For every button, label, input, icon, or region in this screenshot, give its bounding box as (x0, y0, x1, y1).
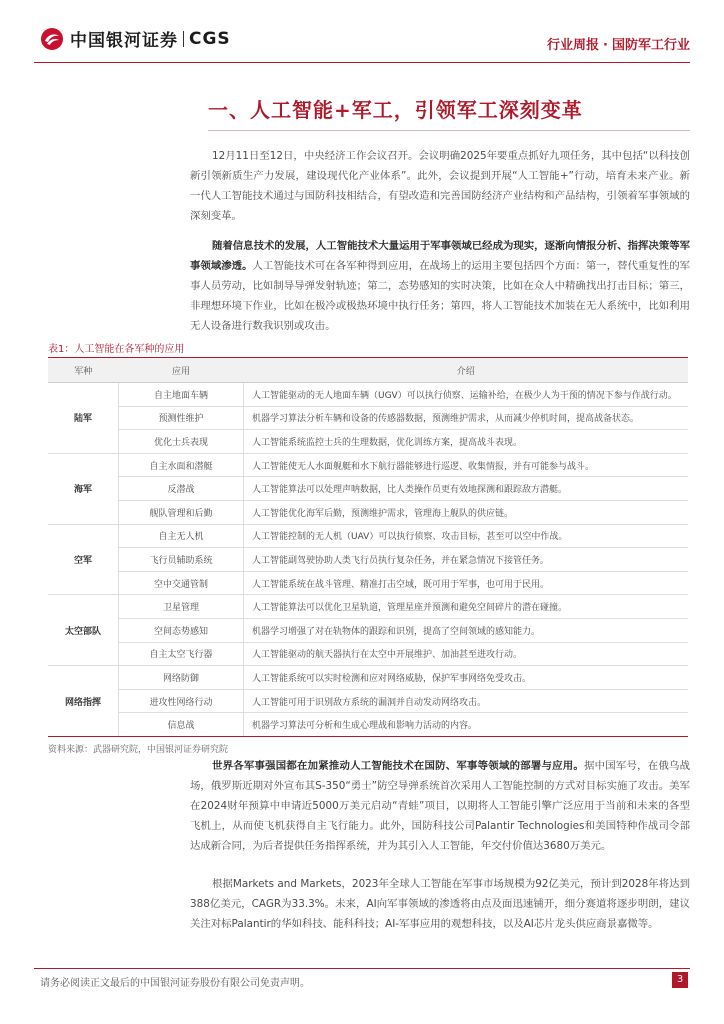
section-title-rule (208, 130, 690, 131)
table-row (48, 383, 688, 407)
page-header (0, 0, 724, 70)
table-row (48, 477, 688, 501)
description-cell: 机器学习算法分析车辆和设备的传感器数据，预测维护需求，从而减少停机时间，提高战备状态。 (244, 406, 689, 430)
table-source: 资料来源：武器研究院，中国银河证券研究院 (48, 745, 229, 755)
application-cell: 飞行员辅助系统 (119, 548, 244, 572)
company-logo (40, 26, 231, 51)
description-cell: 机器学习增强了对在轨物体的跟踪和识别，提高了空间领域的感知能力。 (244, 618, 689, 642)
footer-disclaimer: 请务必阅读正文最后的中国银河证券股份有限公司免责声明。 (40, 978, 310, 989)
application-cell: 网络防御 (119, 666, 244, 690)
military-ai-table (48, 357, 688, 737)
industry-name: 国防军工行业 (611, 38, 690, 53)
paragraph-4 (190, 874, 690, 934)
paragraph-1-text: 12月11日至12日，中央经济工作会议召开。会议明确2025年要重点抓好九项任务，其中包括“以科技创新引领新质生产力发展，建设现代化产业体系”。此外，会议提到开展“人工智能+”行动，培育未来产业。新一代人工智能技术通过与国防科技相结合，有望改造和完善国防经济产业结构和产品结构，引领着军事领域的深刻变革。 (190, 150, 690, 222)
table-row (48, 571, 688, 595)
paragraph-3 (190, 756, 690, 856)
table-row (48, 666, 688, 690)
table-row (48, 548, 688, 572)
description-cell: 人工智能副驾驶协助人类飞行员执行复杂任务，并在紧急情况下接管任务。 (244, 548, 689, 572)
category-space-force: 太空部队 (48, 595, 119, 666)
category-army: 陆军 (48, 383, 119, 454)
application-cell: 自主无人机 (119, 524, 244, 548)
table-row (48, 713, 688, 737)
paragraph-3-highlight: 世界各军事强国都在加紧推动人工智能技术在国防、军事等领域的部署与应用。 (212, 760, 584, 772)
table-row (48, 642, 688, 666)
application-cell: 反潜战 (119, 477, 244, 501)
header-application: 应用 (119, 358, 244, 383)
report-header-label (547, 34, 690, 53)
description-cell: 人工智能算法可以优化卫星轨道，管理星座并预测和避免空间碎片的潜在碰撞。 (244, 595, 689, 619)
header-description: 介绍 (244, 358, 689, 383)
description-cell: 人工智能驱动的无人地面车辆（UGV）可以执行侦察、运输补给，在极少人为干预的情况下参与作战行动。 (244, 383, 689, 407)
paragraph-1 (190, 146, 690, 226)
table-header-row (48, 358, 688, 383)
description-cell: 人工智能优化海军后勤，预测维护需求，管理海上舰队的供应链。 (244, 500, 689, 524)
footer-rule (34, 968, 690, 969)
application-cell: 空间态势感知 (119, 618, 244, 642)
application-cell: 空中交通管制 (119, 571, 244, 595)
description-cell: 人工智能系统监控士兵的生理数据，优化训练方案，提高战斗表现。 (244, 430, 689, 454)
application-cell: 自主太空飞行器 (119, 642, 244, 666)
application-cell: 预测性维护 (119, 406, 244, 430)
category-navy: 海军 (48, 453, 119, 524)
description-cell: 人工智能系统在战斗管理、精准打击空域，既可用于军事，也可用于民用。 (244, 571, 689, 595)
table-row (48, 524, 688, 548)
header-rule (34, 62, 690, 63)
table-row (48, 500, 688, 524)
table-caption: 表1：人工智能在各军种的应用 (48, 344, 185, 355)
description-cell: 人工智能算法可以处理声呐数据，比人类操作员更有效地探测和跟踪敌方潜艇。 (244, 477, 689, 501)
page-number: 3 (672, 972, 688, 988)
category-air-force: 空军 (48, 524, 119, 595)
description-cell: 机器学习算法可分析和生成心理战和影响力活动的内容。 (244, 713, 689, 737)
table-row (48, 689, 688, 713)
description-cell: 人工智能可用于识别敌方系统的漏洞并自动发动网络攻击。 (244, 689, 689, 713)
table-row (48, 453, 688, 477)
report-type: 行业周报 (547, 38, 600, 53)
paragraph-2-text (190, 236, 690, 336)
application-cell: 舰队管理和后勤 (119, 500, 244, 524)
cgs-logo-icon (40, 27, 64, 51)
header-separator: · (603, 38, 608, 53)
application-cell: 进攻性网络行动 (119, 689, 244, 713)
description-cell: 人工智能使无人水面舰艇和水下航行器能够进行巡逻、收集情报，并有可能参与战斗。 (244, 453, 689, 477)
table-row (48, 618, 688, 642)
section-title: 一、人工智能+军工，引领军工深刻变革 (208, 98, 583, 122)
paragraph-2 (190, 236, 690, 336)
header-branch: 军种 (48, 358, 119, 383)
description-cell: 人工智能系统可以实时检测和应对网络威胁，保护军事网络免受攻击。 (244, 666, 689, 690)
application-cell: 卫星管理 (119, 595, 244, 619)
table-row (48, 595, 688, 619)
paragraph-2-body: 人工智能技术可在各军种得到应用，在战场上的运用主要包括四个方面：第一，替代重复性的军事人员劳动，比如制导导弹发射轨迹；第二，态势感知的实时决策，比如在众人中精确找出打击目标；第三，非理想环境下作业，比如在极冷或极热环境中执行任务；第四，将人工智能技术加装在无人系统中，比如利用无人设备进行数我识别或攻击。 (190, 260, 691, 332)
paragraph-3-body: 据中国军号，在俄乌战场，俄罗斯近期对外宣布其S-350“勇士”防空导弹系统首次采用人工智能控制的方式对目标实施了攻击。美军在2024财年预算中申请近5000万美元启动“青蛙”项目，以期将人工智能引擎广泛应用于当前和未来的各型飞机上，从而使飞机获得自主飞行能力。此外，国防科技公司Palantir Technologies和美国特种作战司令部达成新合同，为后者提供任务指挥系统，并为其引入人工智能，年交付价值达3680万美元。 (190, 760, 691, 852)
logo-chinese-name: 中国银河证券 (70, 31, 178, 51)
table-row (48, 430, 688, 454)
paragraph-4-text: 根据Markets and Markets，2023年全球人工智能在军事市场规模为92亿美元，预计到2028年将达到388亿美元，CAGR为33.3%。未来，AI向军事领域的渗透将由点及面迅速铺开，细分赛道将逐步明朗，建议关注对标Palantir的华如科技、能科科技；AI-军事应用的观想科技，以及AI芯片龙头供应商景嘉微等。 (190, 878, 690, 930)
application-cell: 信息战 (119, 713, 244, 737)
paragraph-2-highlight: 随着信息技术的发展，人工智能技术大量运用于军事领域已经成为现实，逐渐向情报分析、指挥决策等军事领域渗透。 (190, 240, 690, 272)
category-cyber-command: 网络指挥 (48, 666, 119, 737)
application-cell: 优化士兵表现 (119, 430, 244, 454)
paragraph-3-text (190, 756, 690, 856)
logo-english-name: CGS (189, 28, 231, 49)
description-cell: 人工智能驱动的航天器执行在太空中开展维护、加油甚至进攻行动。 (244, 642, 689, 666)
application-cell: 自主水面和潜艇 (119, 453, 244, 477)
logo-divider (183, 31, 184, 47)
description-cell: 人工智能控制的无人机（UAV）可以执行侦察、攻击目标，甚至可以空中作战。 (244, 524, 689, 548)
table-row (48, 406, 688, 430)
application-cell: 自主地面车辆 (119, 383, 244, 407)
